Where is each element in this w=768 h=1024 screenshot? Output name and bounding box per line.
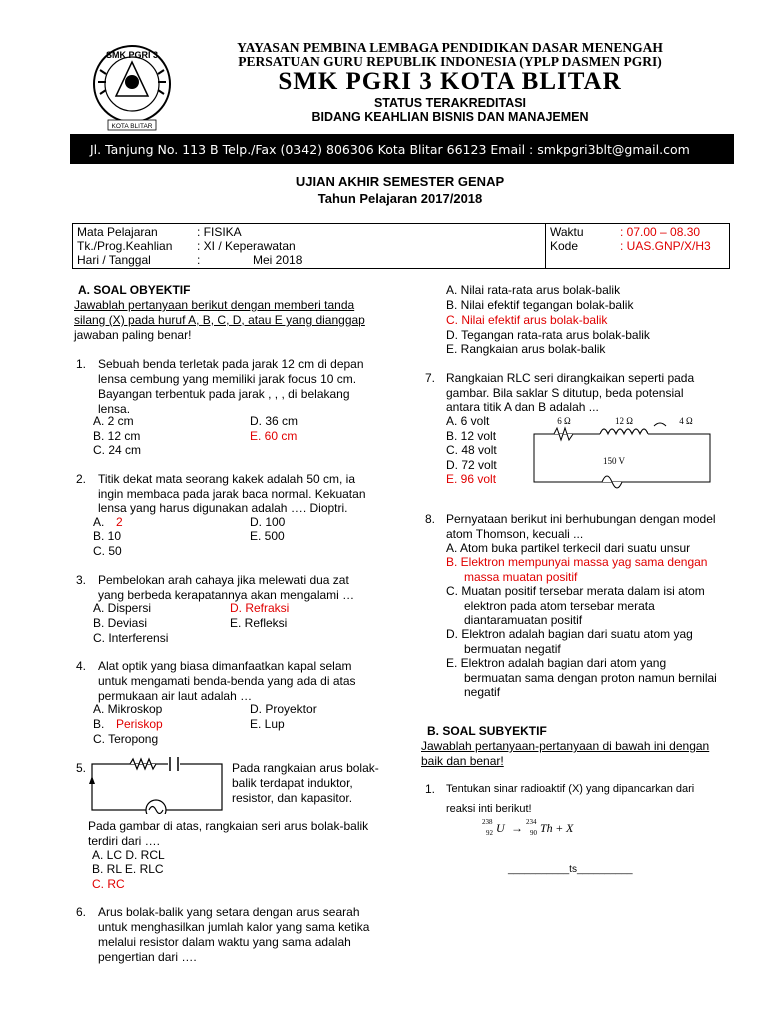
unknown-particle: X [566, 821, 574, 835]
q7-option-c: C. 48 volt [446, 443, 497, 457]
q2-option-c: C. 50 [93, 544, 122, 558]
date-value: Mei 2018 [253, 253, 303, 267]
thorium-mass-number: 234 [526, 818, 537, 826]
section-a-heading: A. SOAL OBYEKTIF [78, 283, 191, 297]
q4-option-a: A. Mikroskop [93, 702, 163, 716]
q7-inductor-label: 12 Ω [615, 416, 633, 426]
q3-option-e: E. Refleksi [230, 616, 288, 630]
q8-option-e-cont: negatif [464, 685, 501, 699]
q1-option-c: C. 24 cm [93, 443, 142, 457]
q8-text: Pernyataan berikut ini berhubungan dengan model [446, 512, 716, 526]
q2-text: ingin membaca pada jarak baca normal. Kekuatan [98, 487, 366, 501]
q4-option-d: D. Proyektor [250, 702, 317, 716]
q1-text: Sebuah benda terletak pada jarak 12 cm di depan [98, 357, 364, 371]
address-text: Jl. Tanjung No. 113 B Telp./Fax (0342) 806306 Kota Blitar 66123 Email : smkpgri3blt@gmail.com [90, 142, 690, 157]
subject-label: Mata Pelajaran [77, 225, 158, 239]
q8-option-c-cont: elektron pada atom tersebar merata [464, 599, 655, 613]
school-name: SMK PGRI 3 KOTA BLITAR [278, 68, 622, 95]
q7-text: antara titik A dan B adalah ... [446, 400, 599, 414]
q3-option-d: D. Refraksi [230, 601, 290, 615]
q4-text: untuk mengamati benda-benda yang ada di atas [98, 674, 356, 688]
q5-circuit-diagram [86, 754, 226, 814]
plus-sign: + [556, 821, 563, 835]
q7-option-b: B. 12 volt [446, 429, 497, 443]
q8-number: 8. [425, 512, 436, 526]
q3-number: 3. [76, 573, 87, 587]
accreditation-status: STATUS TERAKREDITASI [373, 96, 527, 110]
q8-option-b: B. Elektron mempunyai massa yag sama dengan [446, 555, 708, 569]
q5-side-text: resistor, dan kapasitor. [232, 791, 353, 805]
q7-option-d: D. 72 volt [446, 458, 497, 472]
q5-option-a: A. LC D. RCL [92, 848, 165, 862]
q3-option-c: C. Interferensi [93, 631, 169, 645]
q4-text: permukaan air laut adalah … [98, 689, 253, 703]
logo-top-text: SMK PGRI 3 [105, 50, 159, 60]
q8-option-d-cont: bermuatan negatif [464, 642, 561, 656]
section-b-instruction: baik dan benar! [421, 754, 504, 768]
uranium-symbol: U [496, 821, 505, 835]
q1-option-b: B. 12 cm [93, 429, 141, 443]
q8-option-e-cont: bermuatan sama dengan proton namun bernilai [464, 671, 717, 685]
q4-option-c: C. Teropong [93, 732, 159, 746]
time-value: : 07.00 – 08.30 [620, 225, 701, 239]
code-label: Kode [550, 239, 579, 253]
q6-option-a: A. Nilai rata-rata arus bolak-balik [446, 283, 621, 297]
program-label: Tk./Prog.Keahlian [77, 239, 173, 253]
thorium-atomic-number: 90 [530, 829, 537, 837]
section-b-heading: B. SOAL SUBYEKTIF [427, 724, 547, 738]
q8-option-b-cont: massa muatan positif [464, 570, 578, 584]
q1-text: lensa cembung yang memiliki jarak focus 10 cm. [98, 372, 357, 386]
b-q1-text: reaksi inti berikut! [446, 803, 532, 815]
answer-line: ___________ts__________ [508, 864, 633, 875]
q3-text: yang berbeda kerapatannya akan mengalami … [98, 588, 355, 602]
q7-option-e: E. 96 volt [446, 472, 497, 486]
q6-option-b: B. Nilai efektif tegangan bolak-balik [446, 298, 634, 312]
q5-option-c: C. RC [92, 877, 125, 891]
q3-text: Pembelokan arah cahaya jika melewati dua zat [98, 573, 349, 587]
q1-option-e: E. 60 cm [250, 429, 298, 443]
q6-text: melalui resistor dalam waktu yang sama adalah [98, 935, 351, 949]
b-q1-number: 1. [425, 782, 436, 796]
q2-option-e: E. 500 [250, 529, 285, 543]
q4-option-b-letter: B. [93, 717, 105, 731]
q5-number: 5. [76, 761, 87, 775]
q2-option-d: D. 100 [250, 515, 286, 529]
q2-option-a-value: 2 [116, 515, 123, 529]
q3-option-a: A. Dispersi [93, 601, 152, 615]
q5-side-text: Pada rangkaian arus bolak- [232, 761, 379, 775]
q5-option-b: B. RL E. RLC [92, 862, 164, 876]
school-logo [86, 44, 178, 132]
q8-option-e: E. Elektron adalah bagian dari atom yang [446, 656, 667, 670]
q6-option-d: D. Tegangan rata-rata arus bolak-balik [446, 328, 650, 342]
section-a-instruction: silang (X) pada huruf A, B, C, D, atau E yang dianggap [74, 313, 365, 327]
q8-text: atom Thomson, kecuali ... [446, 527, 584, 541]
q1-option-a: A. 2 cm [93, 414, 134, 428]
section-a-instruction: jawaban paling benar! [74, 328, 192, 342]
q1-number: 1. [76, 357, 87, 371]
q6-text: untuk menghasilkan jumlah kalor yang sama ketika [98, 920, 370, 934]
program-value: : XI / Keperawatan [197, 239, 296, 253]
nuclear-equation [482, 818, 602, 842]
q7-number: 7. [425, 371, 436, 385]
q8-option-c: C. Muatan positif tersebar merata dalam isi atom [446, 584, 705, 598]
q3-option-b: B. Deviasi [93, 616, 148, 630]
section-b-instruction: Jawablah pertanyaan-pertanyaan di bawah ini dengan [421, 739, 710, 753]
b-q1-text: Tentukan sinar radioaktif (X) yang dipancarkan dari [446, 783, 695, 795]
subject-value: : FISIKA [197, 225, 242, 239]
reaction-arrow: → [511, 821, 523, 835]
q6-number: 6. [76, 905, 87, 919]
exam-title: UJIAN AKHIR SEMESTER GENAP [295, 174, 505, 189]
q1-option-d: D. 36 cm [250, 414, 299, 428]
q4-text: Alat optik yang biasa dimanfaatkan kapal selam [98, 659, 352, 673]
uranium-atomic-number: 92 [486, 829, 493, 837]
q6-text: Arus bolak-balik yang setara dengan arus searah [98, 905, 360, 919]
field-of-expertise: BIDANG KEAHLIAN BISNIS DAN MANAJEMEN [311, 110, 589, 124]
q2-text: lensa yang harus digunakan adalah …. Dioptri. [98, 501, 348, 515]
q1-text: Bayangan terbentuk pada jarak , , , di belakang [98, 387, 350, 401]
time-label: Waktu [550, 225, 584, 239]
q8-option-d: D. Elektron adalah bagian dari suatu atom yag [446, 627, 693, 641]
q2-text: Titik dekat mata seorang kakek adalah 50 cm, ia [98, 472, 356, 486]
q2-option-a-letter: A. [93, 515, 105, 529]
q5-side-text: balik terdapat induktor, [232, 776, 353, 790]
code-value: : UAS.GNP/X/H3 [620, 239, 711, 253]
thorium-symbol: Th [540, 821, 553, 835]
q7-option-a: A. 6 volt [446, 414, 490, 428]
q6-option-c: C. Nilai efektif arus bolak-balik [446, 313, 608, 327]
q4-number: 4. [76, 659, 87, 673]
q2-number: 2. [76, 472, 87, 486]
q8-option-c-cont: diantaramuatan positif [464, 613, 583, 627]
q8-option-a: A. Atom buka partikel terkecil dari suatu unsur [446, 541, 691, 555]
logo-bottom-text: KOTA BLITAR [111, 123, 153, 130]
q7-resistor-label: 6 Ω [557, 416, 571, 426]
q7-capacitor-label: 4 Ω [679, 416, 693, 426]
q6-text: pengertian dari …. [98, 950, 197, 964]
q5-text: terdiri dari …. [88, 834, 161, 848]
exam-info-table [72, 223, 730, 269]
q2-option-b: B. 10 [93, 529, 122, 543]
section-a-instruction: Jawablah pertanyaan berikut dengan memberi tanda [74, 298, 355, 312]
address-bar [70, 134, 734, 164]
exam-year: Tahun Pelajaran 2017/2018 [317, 191, 483, 206]
q5-text: Pada gambar di atas, rangkaian seri arus bolak-balik [88, 819, 369, 833]
q7-text: gambar. Bila saklar S ditutup, beda potensial [446, 386, 684, 400]
date-label: Hari / Tanggal [77, 253, 151, 267]
date-colon: : [197, 253, 201, 267]
q6-option-e: E. Rangkaian arus bolak-balik [446, 342, 606, 356]
org-line-2: PERSATUAN GURU REPUBLIK INDONESIA (YPLP DASMEN PGRI) [238, 54, 662, 69]
q4-option-b-value: Periskop [116, 717, 163, 731]
uranium-mass-number: 238 [482, 818, 493, 826]
q4-option-e: E. Lup [250, 717, 285, 731]
q7-rlc-circuit-diagram [530, 412, 714, 490]
q7-voltage-label: 150 V [602, 456, 626, 466]
q7-text: Rangkaian RLC seri dirangkaikan seperti pada [446, 371, 695, 385]
org-line-1: YAYASAN PEMBINA LEMBAGA PENDIDIKAN DASAR MENENGAH [237, 40, 663, 55]
q1-text: lensa. [98, 402, 131, 416]
